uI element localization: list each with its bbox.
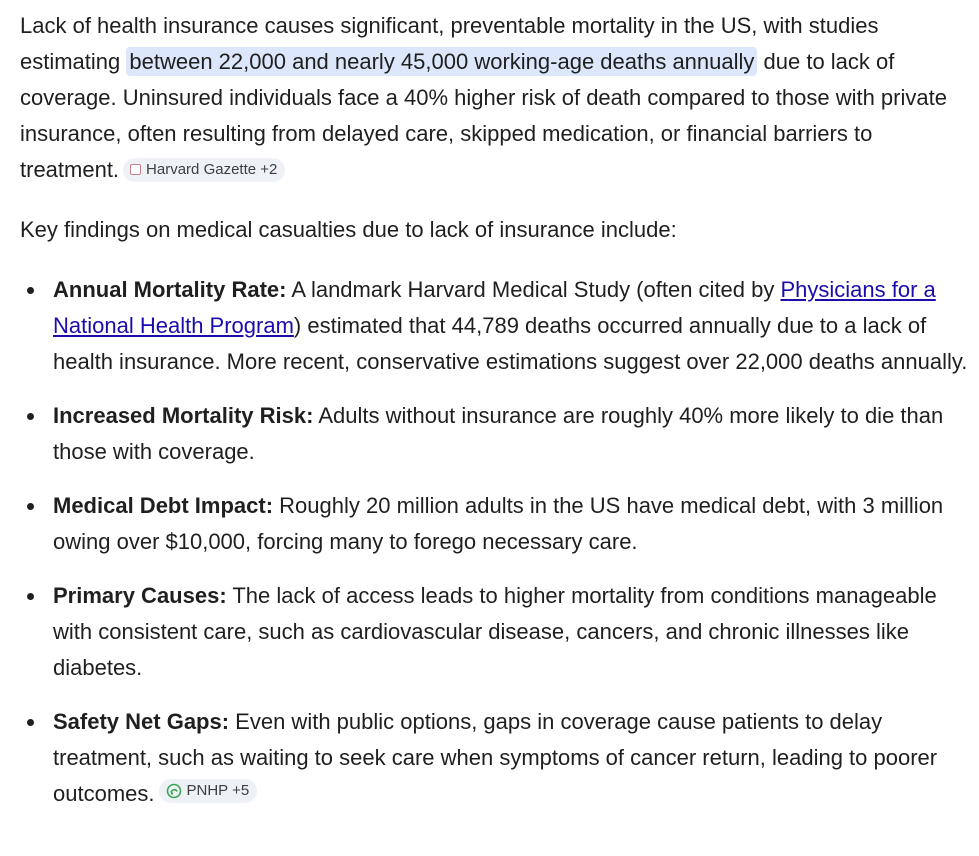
finding-text-continued: ) estimated that 44,789 deaths occurred annually due to a lack of health insurance. More recent, conservative estimations suggest over 22,000 deaths annually. <box>53 313 968 374</box>
summary-paragraph <box>20 8 971 188</box>
findings-intro: Key findings on medical casualties due to lack of insurance include: <box>20 217 677 242</box>
finding-text: A landmark Harvard Medical Study (often cited by <box>286 277 781 302</box>
finding-text: Even with public options, gaps in coverage cause patients to delay treatment, such as waiting to seek care when symptoms of cancer return, leading to poorer outcomes. <box>53 709 938 806</box>
finding-title: Primary Causes: <box>53 583 227 608</box>
source-chip-harvard-gazette[interactable] <box>123 158 285 182</box>
finding-title: Increased Mortality Risk: <box>53 403 314 428</box>
source-chip-label: PNHP +5 <box>186 782 250 799</box>
finding-text: Adults without insurance are roughly 40% more likely to die than those with coverage. <box>53 403 944 464</box>
bullet-icon <box>27 593 34 600</box>
list-item <box>20 398 971 470</box>
physicians-link[interactable]: Physicians for a National Health Program <box>53 277 936 338</box>
bullet-icon <box>27 287 34 294</box>
list-item <box>20 578 971 686</box>
list-item <box>20 272 971 380</box>
harvard-gazette-favicon-icon <box>130 164 141 175</box>
finding-text: The lack of access leads to higher mortality from conditions manageable with consistent care, such as cardiovascular disease, cancers, and chronic illnesses like diabetes. <box>53 583 937 680</box>
pnhp-favicon-icon <box>166 783 182 799</box>
highlighted-statistic: between 22,000 and nearly 45,000 working-age deaths annually <box>126 47 757 76</box>
findings-list <box>20 272 971 812</box>
finding-title: Annual Mortality Rate: <box>53 277 287 302</box>
bullet-icon <box>27 719 34 726</box>
finding-title: Medical Debt Impact: <box>53 493 274 518</box>
finding-text: Roughly 20 million adults in the US have medical debt, with 3 million owing over $10,000, forcing many to forego necessary care. <box>53 493 944 554</box>
source-chip-pnhp[interactable] <box>159 779 258 803</box>
list-item <box>20 704 971 812</box>
list-item <box>20 488 971 560</box>
bullet-icon <box>27 413 34 420</box>
finding-title: Safety Net Gaps: <box>53 709 230 734</box>
bullet-icon <box>27 503 34 510</box>
summary-text-start: Lack of health insurance causes significant, preventable mortality in the US, with studies estimating <box>20 13 879 74</box>
summary-text-end: due to lack of coverage. Uninsured individuals face a 40% higher risk of death compared to those with private insurance, often resulting from delayed care, skipped medication, or financial barriers to treatment. <box>20 49 947 182</box>
source-chip-label: Harvard Gazette +2 <box>146 160 278 178</box>
